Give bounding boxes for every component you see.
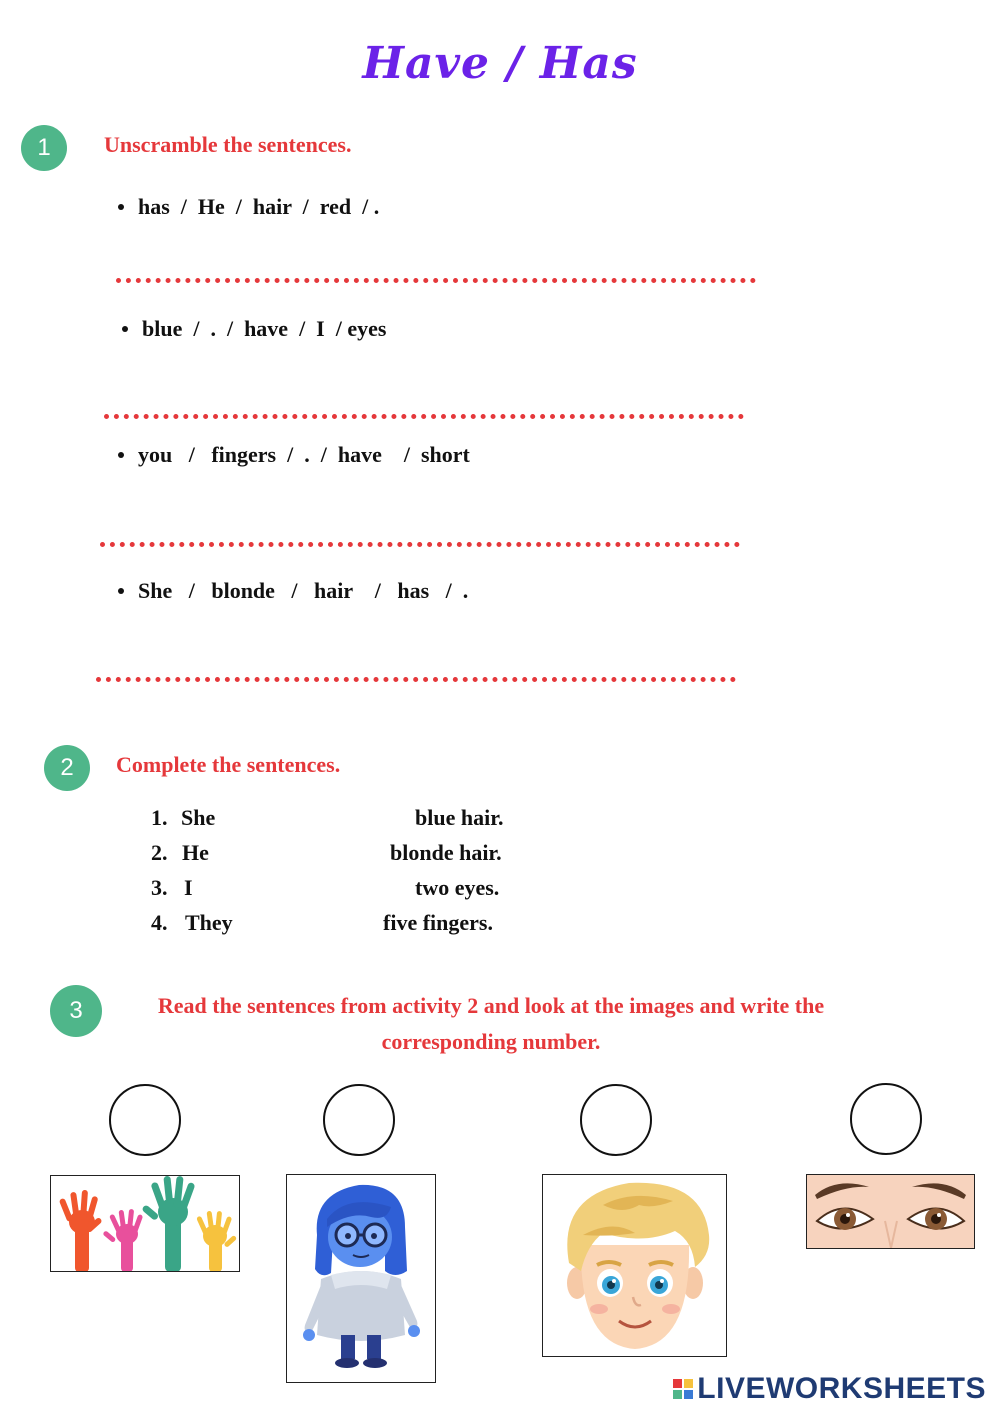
answer-circle-3[interactable]	[580, 1084, 652, 1156]
sentence-subject: I	[184, 875, 193, 900]
answer-circle-2[interactable]	[323, 1084, 395, 1156]
answer-line-3[interactable]	[100, 542, 740, 547]
sentence-number: 3.	[151, 875, 168, 900]
logo-text: LIVEWORKSHEETS	[697, 1372, 986, 1405]
bullet-icon	[118, 452, 124, 458]
scramble-text: She / blonde / hair / has / .	[138, 578, 469, 603]
sentence-subject: He	[182, 840, 209, 865]
page-title: Have / Has	[362, 38, 638, 89]
sentence-end: blonde hair.	[390, 840, 502, 865]
liveworksheets-logo	[673, 1372, 986, 1406]
answer-circle-4[interactable]	[850, 1083, 922, 1155]
activity-2-badge: 2	[44, 745, 90, 791]
brown-eyes-icon	[807, 1175, 974, 1248]
activity-3-instruction-line-1: Read the sentences from activity 2 and look at the images and write the	[157, 993, 825, 1018]
scramble-item-4	[118, 578, 468, 604]
blonde-boy-icon	[543, 1175, 726, 1356]
sentence-end: two eyes.	[415, 875, 500, 900]
scramble-text: blue / . / have / I / eyes	[142, 316, 387, 341]
activity-3-instruction-line-2: corresponding number.	[381, 1029, 601, 1054]
logo-mark-icon	[673, 1379, 693, 1399]
sentence-number: 2.	[151, 840, 168, 865]
sadness-character-image	[286, 1174, 436, 1383]
sentence-subject: They	[185, 910, 233, 935]
answer-line-4[interactable]	[96, 677, 736, 682]
scramble-text: you / fingers / . / have / short	[138, 442, 470, 467]
bullet-icon	[122, 326, 128, 332]
sentence-end: five fingers.	[383, 910, 493, 935]
answer-line-1[interactable]	[116, 278, 756, 283]
hands-icon	[51, 1176, 239, 1271]
sadness-icon	[287, 1175, 435, 1382]
answer-circle-1[interactable]	[109, 1084, 181, 1156]
scramble-text: has / He / hair / red / .	[138, 194, 380, 219]
brown-eyes-image	[806, 1174, 975, 1249]
blonde-boy-image	[542, 1174, 727, 1357]
sentence-number: 4.	[151, 910, 168, 935]
sentence-subject: She	[181, 805, 216, 830]
answer-line-2[interactable]	[104, 414, 744, 419]
bullet-icon	[118, 588, 124, 594]
bullet-icon	[118, 204, 124, 210]
activity-3-badge: 3	[50, 985, 102, 1037]
scramble-item-3	[118, 442, 470, 468]
sentence-number: 1.	[151, 805, 168, 830]
scramble-item-2	[122, 316, 386, 342]
activity-2-instruction: Complete the sentences.	[116, 752, 341, 777]
scramble-item-1	[118, 194, 379, 220]
hands-image	[50, 1175, 240, 1272]
sentence-end: blue hair.	[415, 805, 504, 830]
activity-1-badge: 1	[21, 125, 67, 171]
activity-1-instruction: Unscramble the sentences.	[104, 132, 352, 157]
